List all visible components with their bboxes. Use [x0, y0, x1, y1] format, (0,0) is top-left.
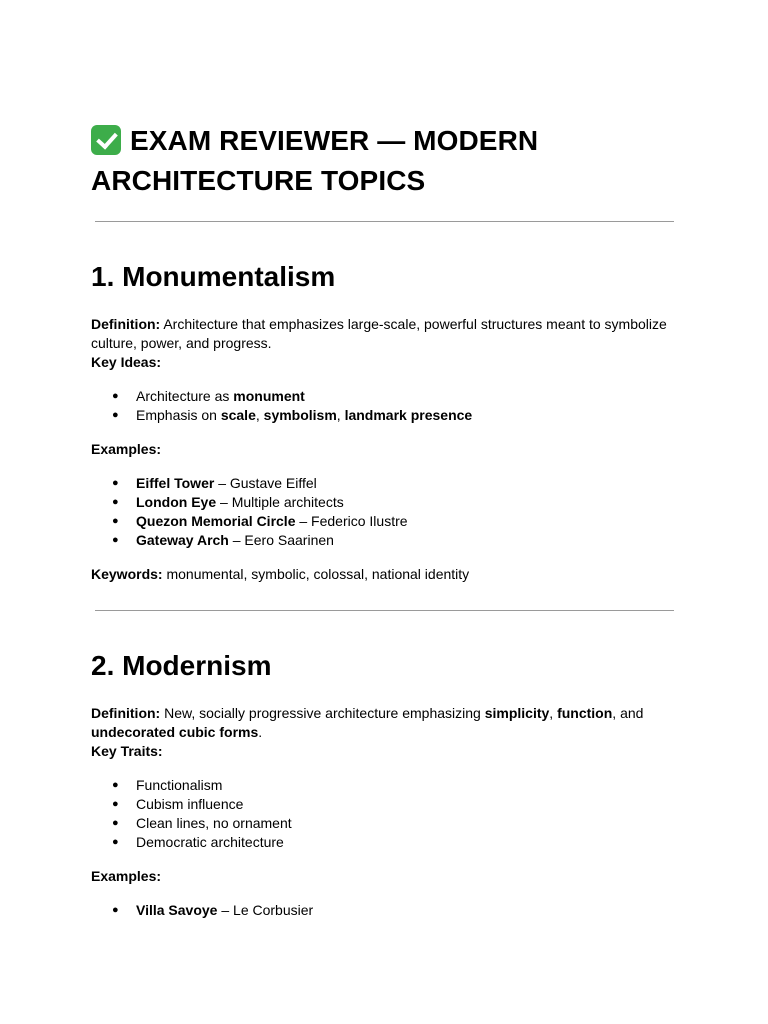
key-traits-label: Key Traits:: [91, 743, 163, 759]
example-name: Gateway Arch: [136, 532, 229, 548]
example-architect: – Multiple architects: [216, 494, 344, 510]
page-title: [91, 121, 691, 201]
definition-label: Definition:: [91, 316, 161, 332]
list-item: ● Democratic architecture: [91, 833, 681, 852]
item-sep: ,: [255, 407, 264, 423]
key-ideas-label: Key Ideas:: [91, 354, 162, 370]
definition: [91, 315, 681, 353]
horizontal-divider: [95, 221, 674, 222]
example-name: London Eye: [136, 494, 217, 510]
list-item: ● Cubism influence: [91, 795, 681, 814]
example-name: Eiffel Tower: [136, 475, 215, 491]
check-mark-button-icon: [91, 125, 121, 155]
item-bold: landmark presence: [344, 407, 473, 423]
definition-sep: , and: [612, 705, 644, 721]
example-architect: – Eero Saarinen: [228, 532, 334, 548]
item-bold: scale: [220, 407, 256, 423]
list-item: [91, 493, 681, 512]
section-modernism: [91, 649, 681, 920]
item-text: Architecture as: [136, 388, 234, 404]
definition-label: Definition:: [91, 705, 161, 721]
list-item: [91, 901, 681, 920]
example-architect: – Gustave Eiffel: [214, 475, 317, 491]
definition-bold: simplicity: [484, 705, 550, 721]
item-bold: symbolism: [263, 407, 337, 423]
example-name: Villa Savoye: [136, 902, 218, 918]
horizontal-divider: [95, 610, 674, 611]
definition-text: New, socially progressive architecture emphasizing: [160, 705, 485, 721]
section-heading: 1. Monumentalism: [91, 261, 336, 292]
list-item: [91, 474, 681, 493]
page-title-text: EXAM REVIEWER — MODERN ARCHITECTURE TOPICS: [91, 125, 539, 196]
definition-bold: undecorated cubic forms: [91, 724, 259, 740]
definition-bold: function: [557, 705, 613, 721]
list-item: ● Clean lines, no ornament: [91, 814, 681, 833]
key-traits-list: [91, 776, 681, 852]
keywords: [91, 565, 681, 584]
example-architect: – Le Corbusier: [217, 902, 314, 918]
examples-label: Examples:: [91, 868, 162, 884]
list-item: ● Functionalism: [91, 776, 681, 795]
list-item: [91, 512, 681, 531]
example-name: Quezon Memorial Circle: [136, 513, 296, 529]
examples-list: [91, 901, 681, 920]
definition: [91, 704, 681, 742]
definition-sep: ,: [549, 705, 558, 721]
key-ideas-list: [91, 387, 681, 425]
section-heading: 2. Modernism: [91, 650, 272, 681]
examples-list: [91, 474, 681, 550]
keywords-text: monumental, symbolic, colossal, national identity: [162, 566, 470, 582]
item-text: Emphasis on: [136, 407, 221, 423]
section-monumentalism: [91, 260, 681, 584]
item-bold: monument: [233, 388, 305, 404]
examples-label: Examples:: [91, 441, 162, 457]
example-architect: – Federico Ilustre: [295, 513, 408, 529]
list-item: [91, 531, 681, 550]
list-item: [91, 406, 681, 425]
definition-end: .: [258, 724, 263, 740]
item-sep: ,: [336, 407, 345, 423]
list-item: [91, 387, 681, 406]
definition-text: Architecture that emphasizes large-scale, powerful structures meant to symbolize culture, power, and progress.: [91, 316, 667, 351]
keywords-label: Keywords:: [91, 566, 163, 582]
